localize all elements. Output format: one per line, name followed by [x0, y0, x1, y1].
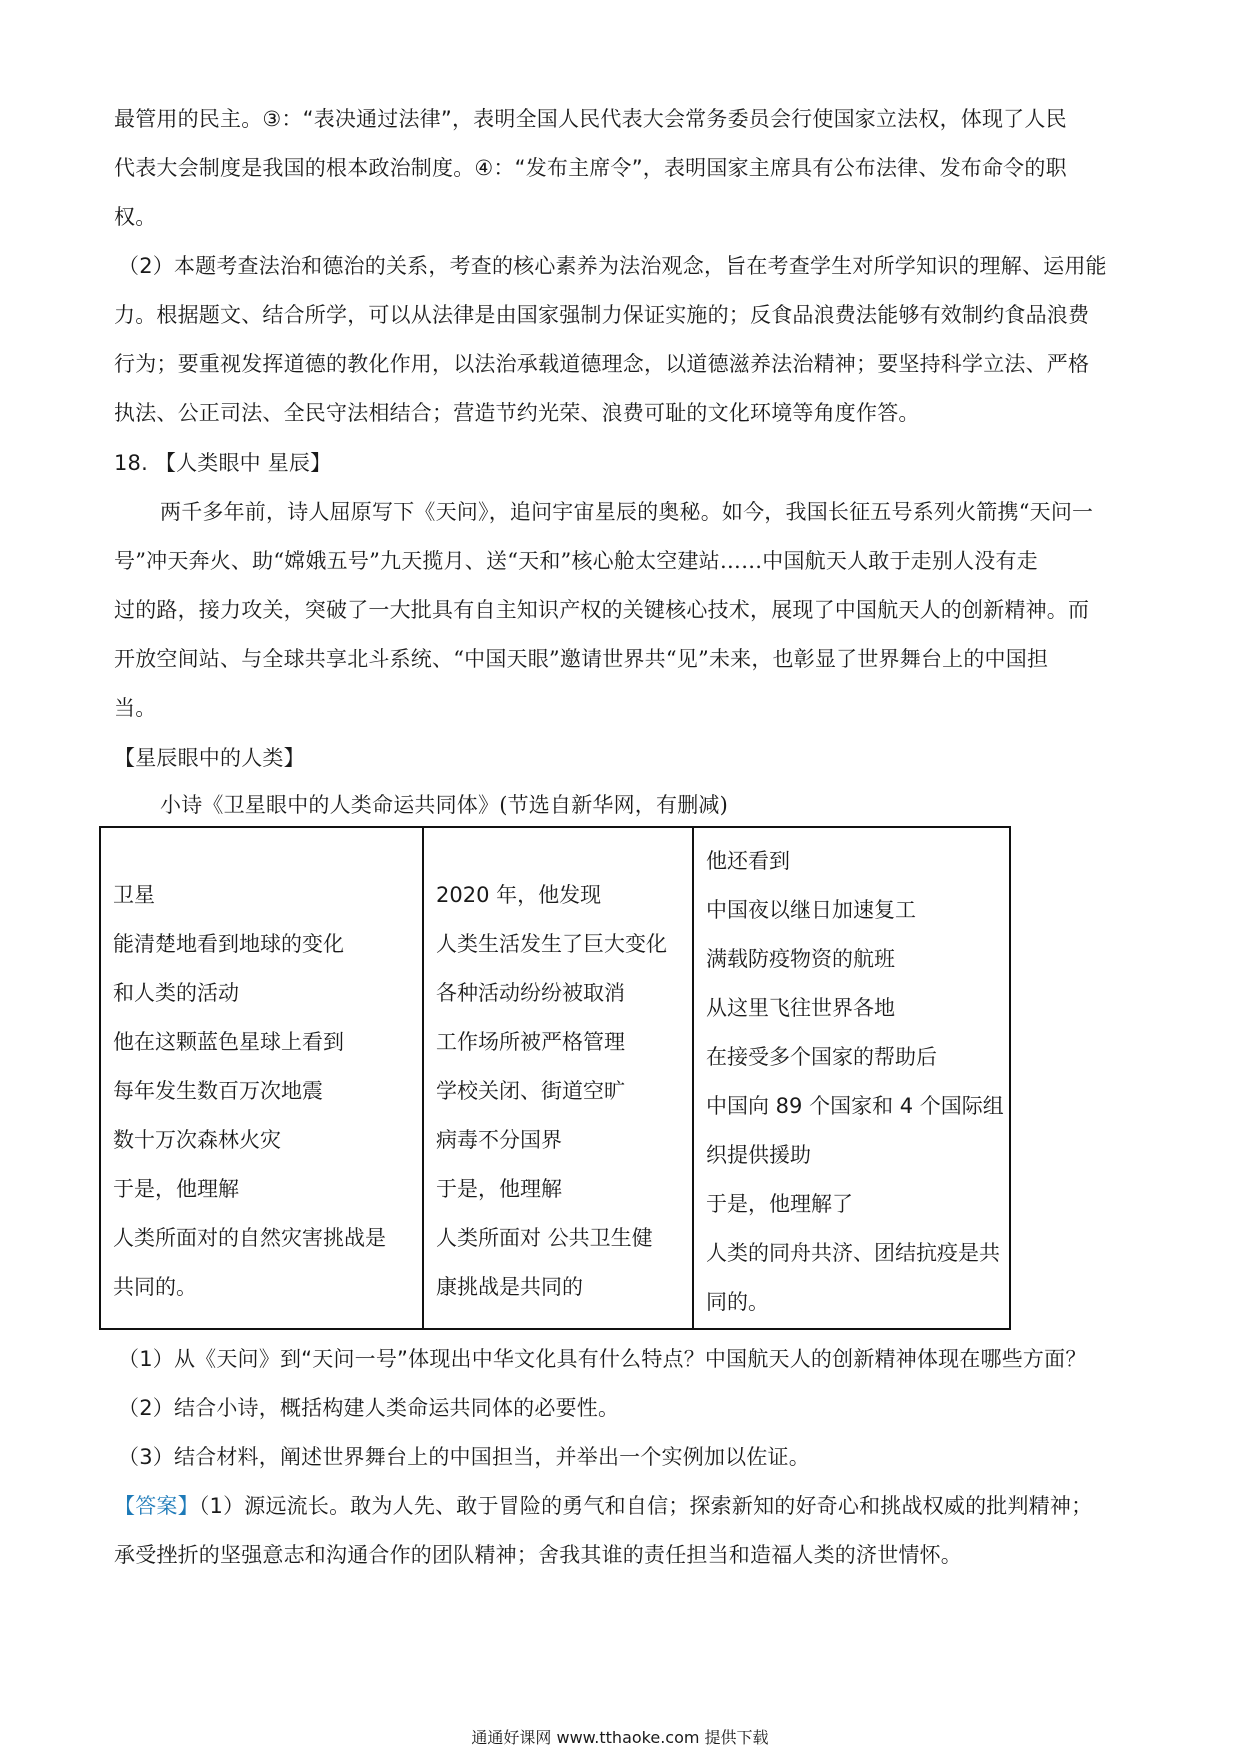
poem-line: 各种活动纷纷被取消	[436, 981, 625, 1005]
poem-title: 小诗《卫星眼中的人类命运共同体》(节选自新华网，有删减)	[160, 793, 728, 817]
section-subheading: 【星辰眼中的人类】	[114, 746, 305, 770]
poem-line: 病毒不分国界	[436, 1128, 562, 1152]
answer-line: 承受挫折的坚强意志和沟通合作的团队精神；舍我其谁的责任担当和造福人类的济世情怀。	[114, 1543, 962, 1567]
poem-line: 人类的同舟共济、团结抗疫是共	[706, 1241, 1000, 1265]
poem-line: 中国夜以继日加速复工	[706, 898, 916, 922]
paragraph-line: 行为；要重视发挥道德的教化作用，以法治承载道德理念，以道德滋养法治精神；要坚持科学立法、严格	[114, 352, 1090, 376]
paragraph-line: 执法、公正司法、全民守法相结合；营造节约光荣、浪费可耻的文化环境等角度作答。	[114, 401, 920, 425]
poem-column	[694, 828, 1009, 1328]
poem-line: 于是，他理解	[436, 1177, 562, 1201]
poem-line: 卫星	[113, 883, 155, 907]
poem-line: 数十万次森林火灾	[113, 1128, 281, 1152]
poem-line: 人类所面对 公共卫生健	[436, 1226, 653, 1250]
poem-table	[99, 826, 1011, 1330]
passage-line: 两千多年前，诗人屈原写下《天问》，追问宇宙星辰的奥秘。如今，我国长征五号系列火箭携“天问一	[160, 500, 1094, 524]
answer-label: 【答案】	[114, 1494, 199, 1518]
answer-line	[114, 1491, 1092, 1521]
poem-line: 和人类的活动	[113, 981, 239, 1005]
paragraph-line: （2）本题考查法治和德治的关系，考查的核心素养为法治观念，旨在考查学生对所学知识的理解、运用能	[118, 254, 1107, 278]
poem-line: 康挑战是共同的	[436, 1275, 583, 1299]
sub-question: （1）从《天问》到“天问一号”体现出中华文化具有什么特点？中国航天人的创新精神体现在哪些方面？	[118, 1347, 1087, 1371]
poem-line: 人类生活发生了巨大变化	[436, 932, 667, 956]
poem-line: 他还看到	[706, 849, 790, 873]
paragraph-line: 最管用的民主。③：“表决通过法律”，表明全国人民代表大会常务委员会行使国家立法权，体现了人民	[114, 107, 1067, 131]
paragraph-line: 权。	[114, 205, 157, 229]
passage-line: 号”冲天奔火、助“嫦娥五号”九天揽月、送“天和”核心舱太空建站……中国航天人敢于走别人没有走	[114, 549, 1038, 573]
poem-line: 织提供援助	[706, 1143, 811, 1167]
answer-text: （1）源远流长。敢为人先、敢于冒险的勇气和自信；探索新知的好奇心和挑战权威的批判精神；	[198, 1494, 1093, 1518]
poem-line: 人类所面对的自然灾害挑战是	[113, 1226, 386, 1250]
poem-line: 于是，他理解	[113, 1177, 239, 1201]
poem-line: 在接受多个国家的帮助后	[706, 1045, 937, 1069]
poem-line: 共同的。	[113, 1275, 197, 1299]
poem-column	[424, 828, 694, 1328]
poem-line: 他在这颗蓝色星球上看到	[113, 1030, 344, 1054]
poem-line: 同的。	[706, 1290, 769, 1314]
question-heading: 18. 【人类眼中 星辰】	[114, 451, 332, 475]
poem-column	[101, 828, 424, 1328]
poem-line: 2020 年，他发现	[436, 883, 602, 907]
poem-line: 能清楚地看到地球的变化	[113, 932, 344, 956]
paragraph-line: 代表大会制度是我国的根本政治制度。④：“发布主席令”，表明国家主席具有公布法律、发布命令的职	[114, 156, 1067, 180]
poem-line: 从这里飞往世界各地	[706, 996, 895, 1020]
poem-line: 中国向 89 个国家和 4 个国际组	[706, 1094, 1004, 1118]
poem-line: 满载防疫物资的航班	[706, 947, 895, 971]
page-footer: 通通好课网 www.tthaoke.com 提供下载	[471, 1728, 769, 1747]
sub-question: （2）结合小诗，概括构建人类命运共同体的必要性。	[118, 1396, 620, 1420]
passage-line: 过的路，接力攻关，突破了一大批具有自主知识产权的关键核心技术，展现了中国航天人的创新精神。而	[114, 598, 1090, 622]
sub-question: （3）结合材料，阐述世界舞台上的中国担当，并举出一个实例加以佐证。	[118, 1445, 810, 1469]
poem-line: 工作场所被严格管理	[436, 1030, 625, 1054]
paragraph-line: 力。根据题文、结合所学，可以从法律是由国家强制力保证实施的；反食品浪费法能够有效制约食品浪费	[114, 303, 1090, 327]
poem-line: 于是，他理解了	[706, 1192, 853, 1216]
passage-line: 当。	[114, 696, 157, 720]
poem-line: 每年发生数百万次地震	[113, 1079, 323, 1103]
poem-line: 学校关闭、街道空旷	[436, 1079, 625, 1103]
passage-line: 开放空间站、与全球共享北斗系统、“中国天眼”邀请世界共“见”未来，也彰显了世界舞台上的中国担	[114, 647, 1049, 671]
